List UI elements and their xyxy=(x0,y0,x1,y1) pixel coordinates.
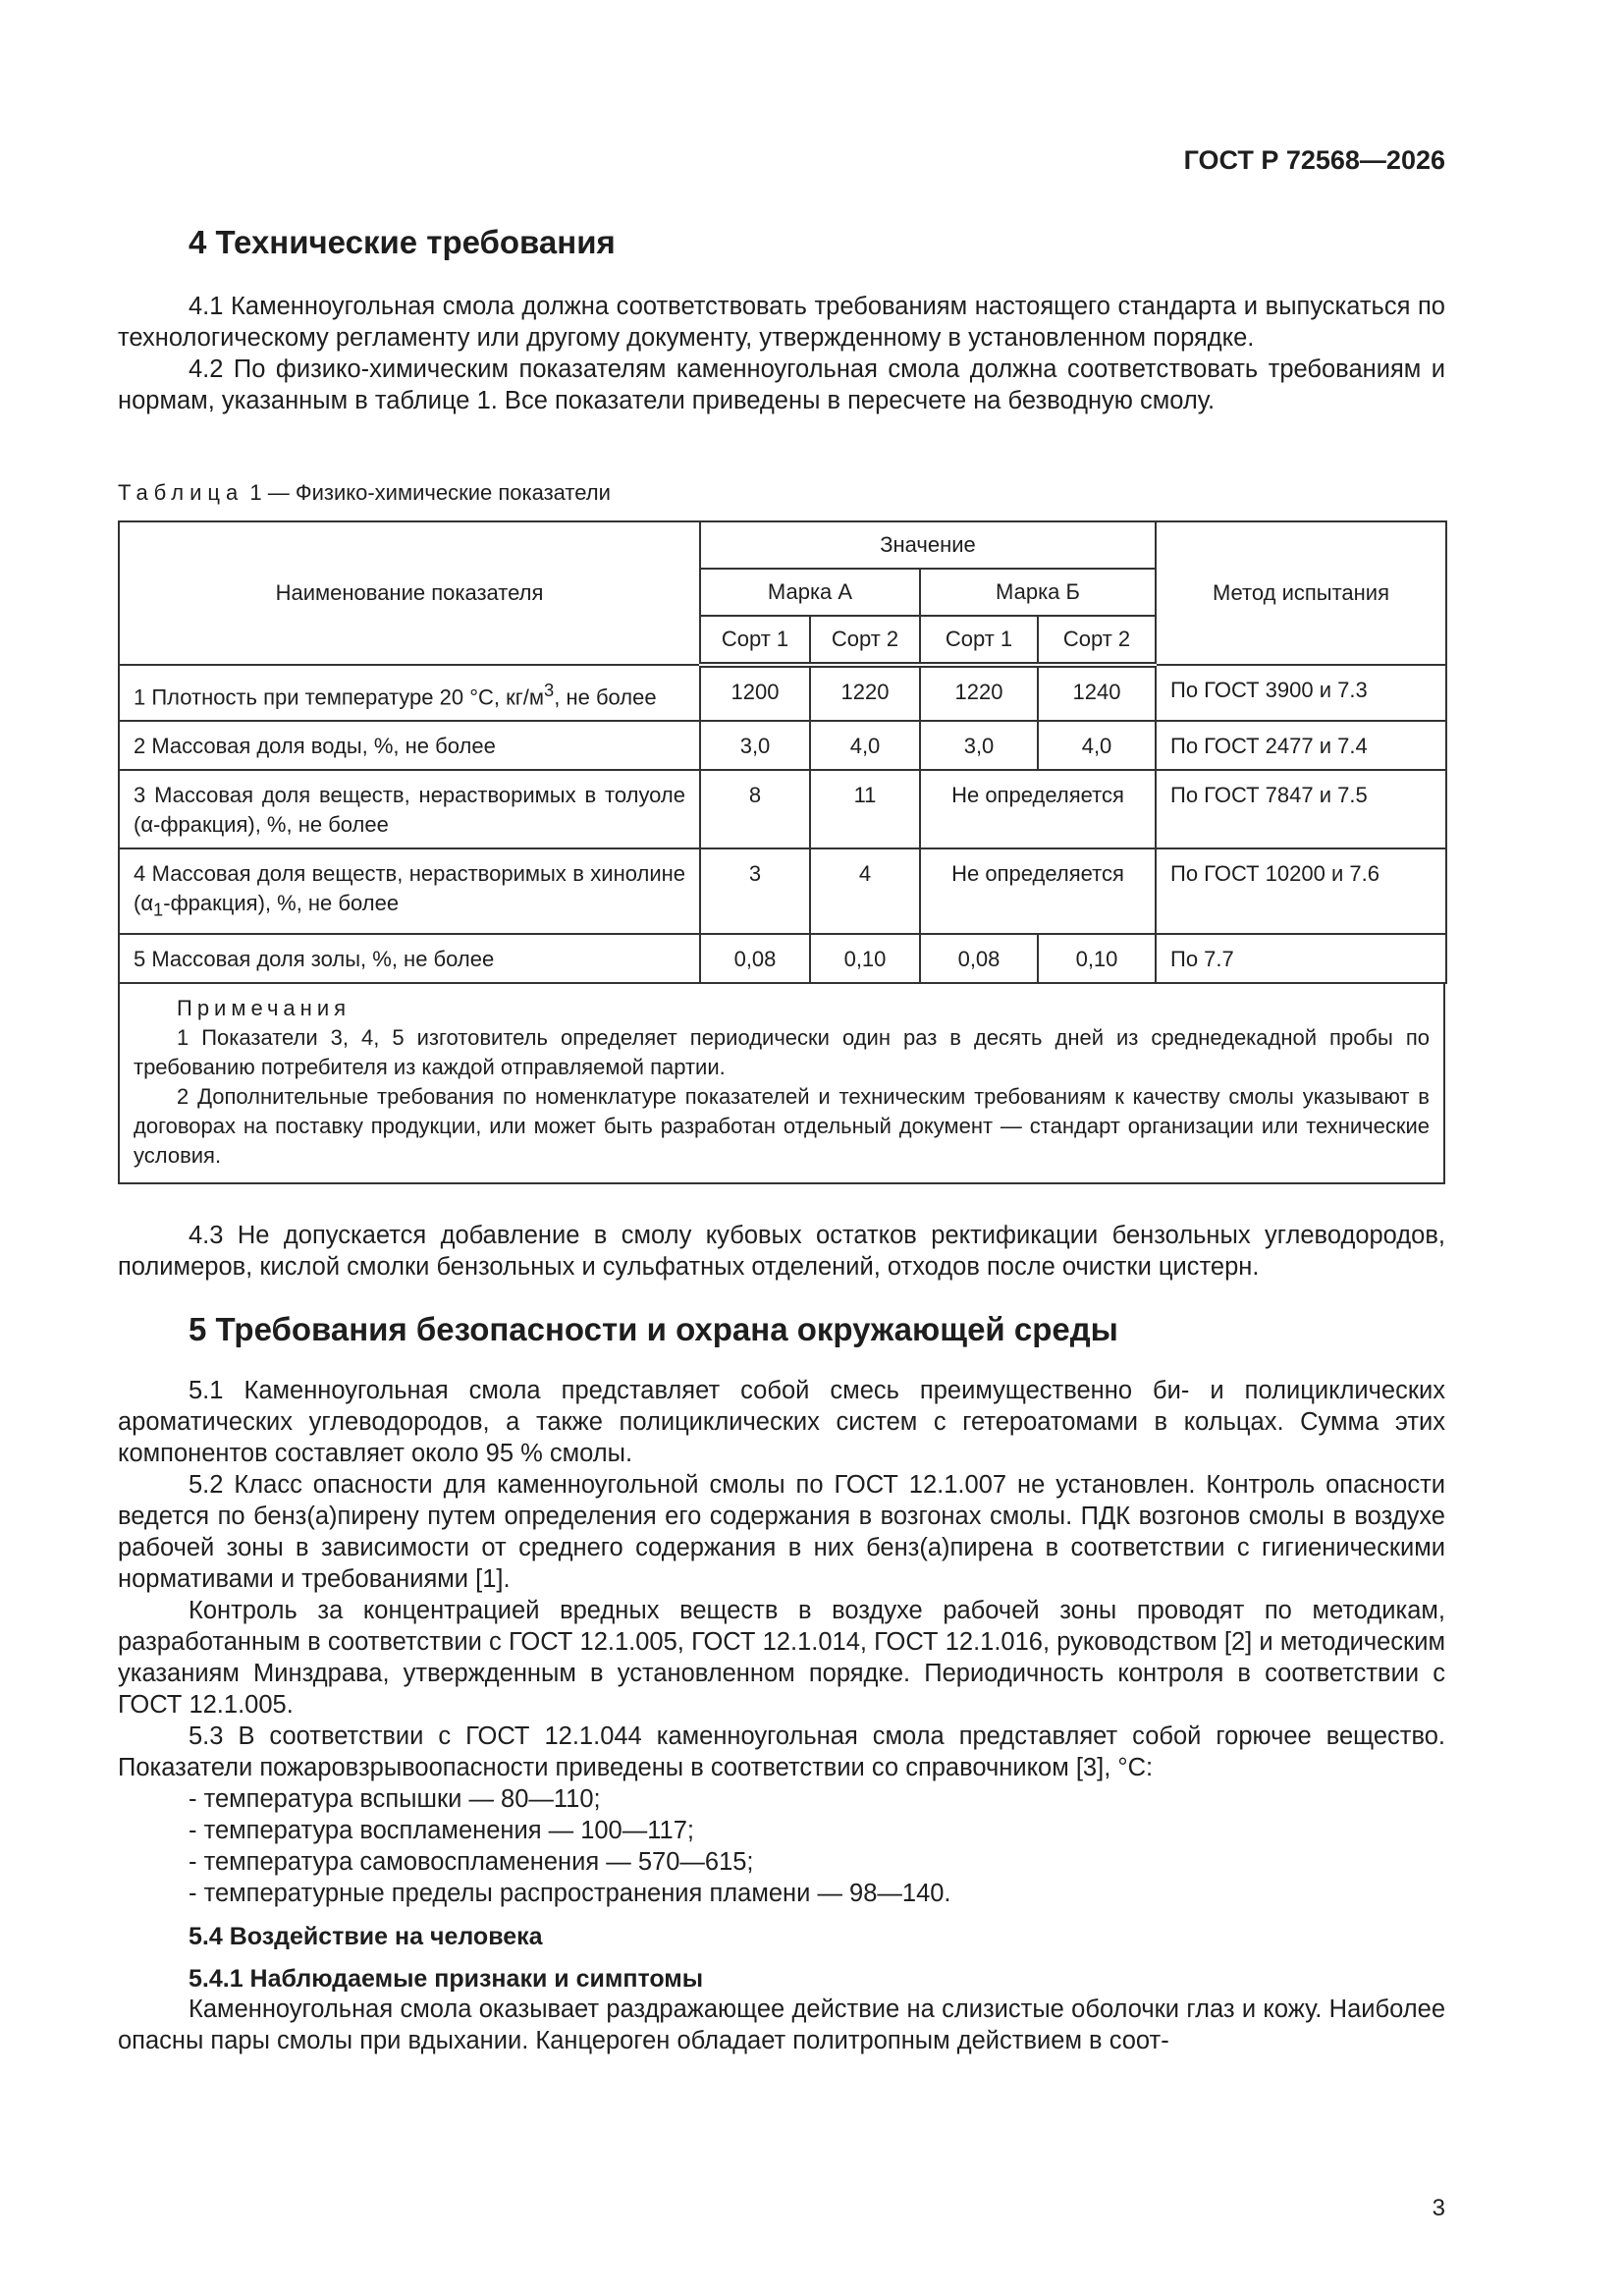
row-4-a2: 4 xyxy=(810,848,920,933)
row-4-mark-b: Не определяется xyxy=(920,848,1156,933)
row-3-a1: 8 xyxy=(700,770,810,848)
row-5-method: По 7.7 xyxy=(1156,934,1446,983)
header-mark-a-sort-2: Сорт 2 xyxy=(810,616,920,665)
row-1-a2: 1220 xyxy=(810,665,920,721)
row-4-name-sub: 1 xyxy=(153,899,164,920)
table-notes xyxy=(118,984,1445,1184)
section-4-intro xyxy=(118,291,1445,416)
header-mark-b: Марка Б xyxy=(920,569,1156,616)
subsection-5-4-heading: 5.4 Воздействие на человека xyxy=(189,1923,543,1950)
section-5-body xyxy=(118,1375,1445,2056)
document-code: ГОСТ Р 72568—2026 xyxy=(1183,145,1445,175)
paragraph-4-1: 4.1 Каменноугольная смола должна соответствовать требованиям настоящего стандарта и выпускаться по технологическому регламенту или другому документу, утвержденному в установленном порядке. xyxy=(118,293,1445,352)
paragraph-5-1: 5.1 Каменноугольная смола представляет собой смесь преимущественно би- и полициклических ароматических углеводородов, а также полициклических систем с гетероатомами в кольцах. Сумма этих компонентов составляет около 95 % смолы. xyxy=(118,1377,1445,1467)
paragraph-5-4-1: Каменноугольная смола оказывает раздражающее действие на слизистые оболочки глаз и кожу. Наиболее опасны пары смолы при вдыхании. Канцероген обладает политропным действием в соот- xyxy=(118,1995,1445,2054)
row-3-method: По ГОСТ 7847 и 7.5 xyxy=(1156,770,1446,848)
row-2-name: 2 Массовая доля воды, %, не более xyxy=(119,721,700,770)
row-4-method: По ГОСТ 10200 и 7.6 xyxy=(1156,848,1446,933)
header-value: Значение xyxy=(700,521,1156,569)
row-5-b2: 0,10 xyxy=(1038,934,1156,983)
row-5-b1: 0,08 xyxy=(920,934,1038,983)
list-item: - температура вспышки — 80—110; xyxy=(189,1785,601,1813)
row-4-name xyxy=(119,848,700,933)
row-2-b1: 3,0 xyxy=(920,721,1038,770)
table-row xyxy=(119,770,1446,848)
table-row xyxy=(119,848,1446,933)
row-5-a2: 0,10 xyxy=(810,934,920,983)
note-2: 2 Дополнительные требования по номенклатуре показателей и техническим требованиям к качеству смолы указывают в договорах на поставку продукции, или может быть разработан отдельный документ — стандарт организации или технические условия. xyxy=(134,1083,1430,1168)
row-2-method: По ГОСТ 2477 и 7.4 xyxy=(1156,721,1446,770)
header-mark-a-sort-1: Сорт 1 xyxy=(700,616,810,665)
header-mark-a: Марка А xyxy=(700,569,920,616)
row-1-name-text: 1 Плотность при температуре 20 °С, кг/м xyxy=(134,684,545,710)
row-1-name-text-end: , не более xyxy=(554,684,657,710)
table-row xyxy=(119,665,1446,721)
paragraph-4-3: 4.3 Не допускается добавление в смолу кубовых остатков ректификации бензольных углеводородов, полимеров, кислой смолки бензольных и сульфатных отделений, отходов после очистки цистерн. xyxy=(118,1222,1445,1281)
row-3-name: 3 Массовая доля веществ, нерастворимых в толуоле (α-фракция), %, не более xyxy=(119,770,700,848)
row-1-name-sup: 3 xyxy=(544,680,555,700)
paragraph-5-2: 5.2 Класс опасности для каменноугольной смолы по ГОСТ 12.1.007 не установлен. Контроль опасности ведется по бенз(а)пирену путем определения его содержания в возгонах смолы. ПДК возгонов смолы в воздухе рабочей зоны в зависимости от среднего содержания в них бенз(а)пирена в соответствии с гигиеническими нормативами и требованиями [1]. xyxy=(118,1471,1445,1593)
row-4-name-text: 4 Массовая доля веществ, нерастворимых в хинолине (α xyxy=(134,861,685,916)
row-2-b2: 4,0 xyxy=(1038,721,1156,770)
row-4-name-text-end: -фракция), %, не более xyxy=(163,891,400,916)
note-1: 1 Показатели 3, 4, 5 изготовитель определяет периодически один раз в десять дней из среднедекадной пробы по требованию потребителя из каждой отправляемой партии. xyxy=(134,1024,1430,1079)
row-1-method: По ГОСТ 3900 и 7.3 xyxy=(1156,665,1446,721)
paragraph-4-2: 4.2 По физико-химическим показателям каменноугольная смола должна соответствовать требованиям и нормам, указанным в таблице 1. Все показатели приведены в пересчете на безводную смолу. xyxy=(118,355,1445,414)
row-2-a2: 4,0 xyxy=(810,721,920,770)
section-5-heading: 5 Требования безопасности и охрана окружающей среды xyxy=(189,1311,1118,1347)
row-4-a1: 3 xyxy=(700,848,810,933)
row-1-b1: 1220 xyxy=(920,665,1038,721)
row-1-a1: 1200 xyxy=(700,665,810,721)
row-5-name: 5 Массовая доля золы, %, не более xyxy=(119,934,700,983)
paragraph-5-2-control: Контроль за концентрацией вредных веществ в воздухе рабочей зоны проводят по методикам, разработанным в соответствии с ГОСТ 12.1.005, ГОСТ 12.1.014, ГОСТ 12.1.016, руководством [2] и методическим указаниям Минздрава, утвержденным в установленном порядке. Периодичность контроля в соответствии с ГОСТ 12.1.005. xyxy=(118,1597,1445,1719)
paragraph-5-3: 5.3 В соответствии с ГОСТ 12.1.044 каменноугольная смола представляет собой горючее вещество. Показатели пожаровзрывоопасности приведены в соответствии со справочником [3], °С: xyxy=(118,1722,1445,1781)
header-mark-b-sort-1: Сорт 1 xyxy=(920,616,1038,665)
row-3-a2: 11 xyxy=(810,770,920,848)
row-2-a1: 3,0 xyxy=(700,721,810,770)
list-item: - температура воспламенения — 100—117; xyxy=(189,1817,694,1844)
table-caption-word: Таблица xyxy=(118,480,244,505)
table-caption-title: 1 — Физико-химические показатели xyxy=(243,480,611,505)
list-item: - температура самовоспламенения — 570—615; xyxy=(189,1848,754,1876)
table-row xyxy=(119,934,1446,983)
row-1-b2: 1240 xyxy=(1038,665,1156,721)
page-number: 3 xyxy=(1432,2195,1445,2221)
header-indicator-name: Наименование показателя xyxy=(119,521,700,665)
table-1-block xyxy=(118,520,1445,1184)
table-row xyxy=(119,721,1446,770)
indicators-table xyxy=(118,520,1447,984)
row-3-mark-b: Не определяется xyxy=(920,770,1156,848)
notes-title: Примечания xyxy=(177,995,352,1020)
table-caption xyxy=(118,478,1445,508)
header-test-method: Метод испытания xyxy=(1156,521,1446,665)
row-1-name xyxy=(119,665,700,721)
subsection-5-4-1-heading: 5.4.1 Наблюдаемые признаки и симптомы xyxy=(189,1965,704,1993)
section-4-heading: 4 Технические требования xyxy=(189,224,616,260)
row-5-a1: 0,08 xyxy=(700,934,810,983)
header-mark-b-sort-2: Сорт 2 xyxy=(1038,616,1156,665)
list-item: - температурные пределы распространения пламени — 98—140. xyxy=(189,1880,951,1907)
